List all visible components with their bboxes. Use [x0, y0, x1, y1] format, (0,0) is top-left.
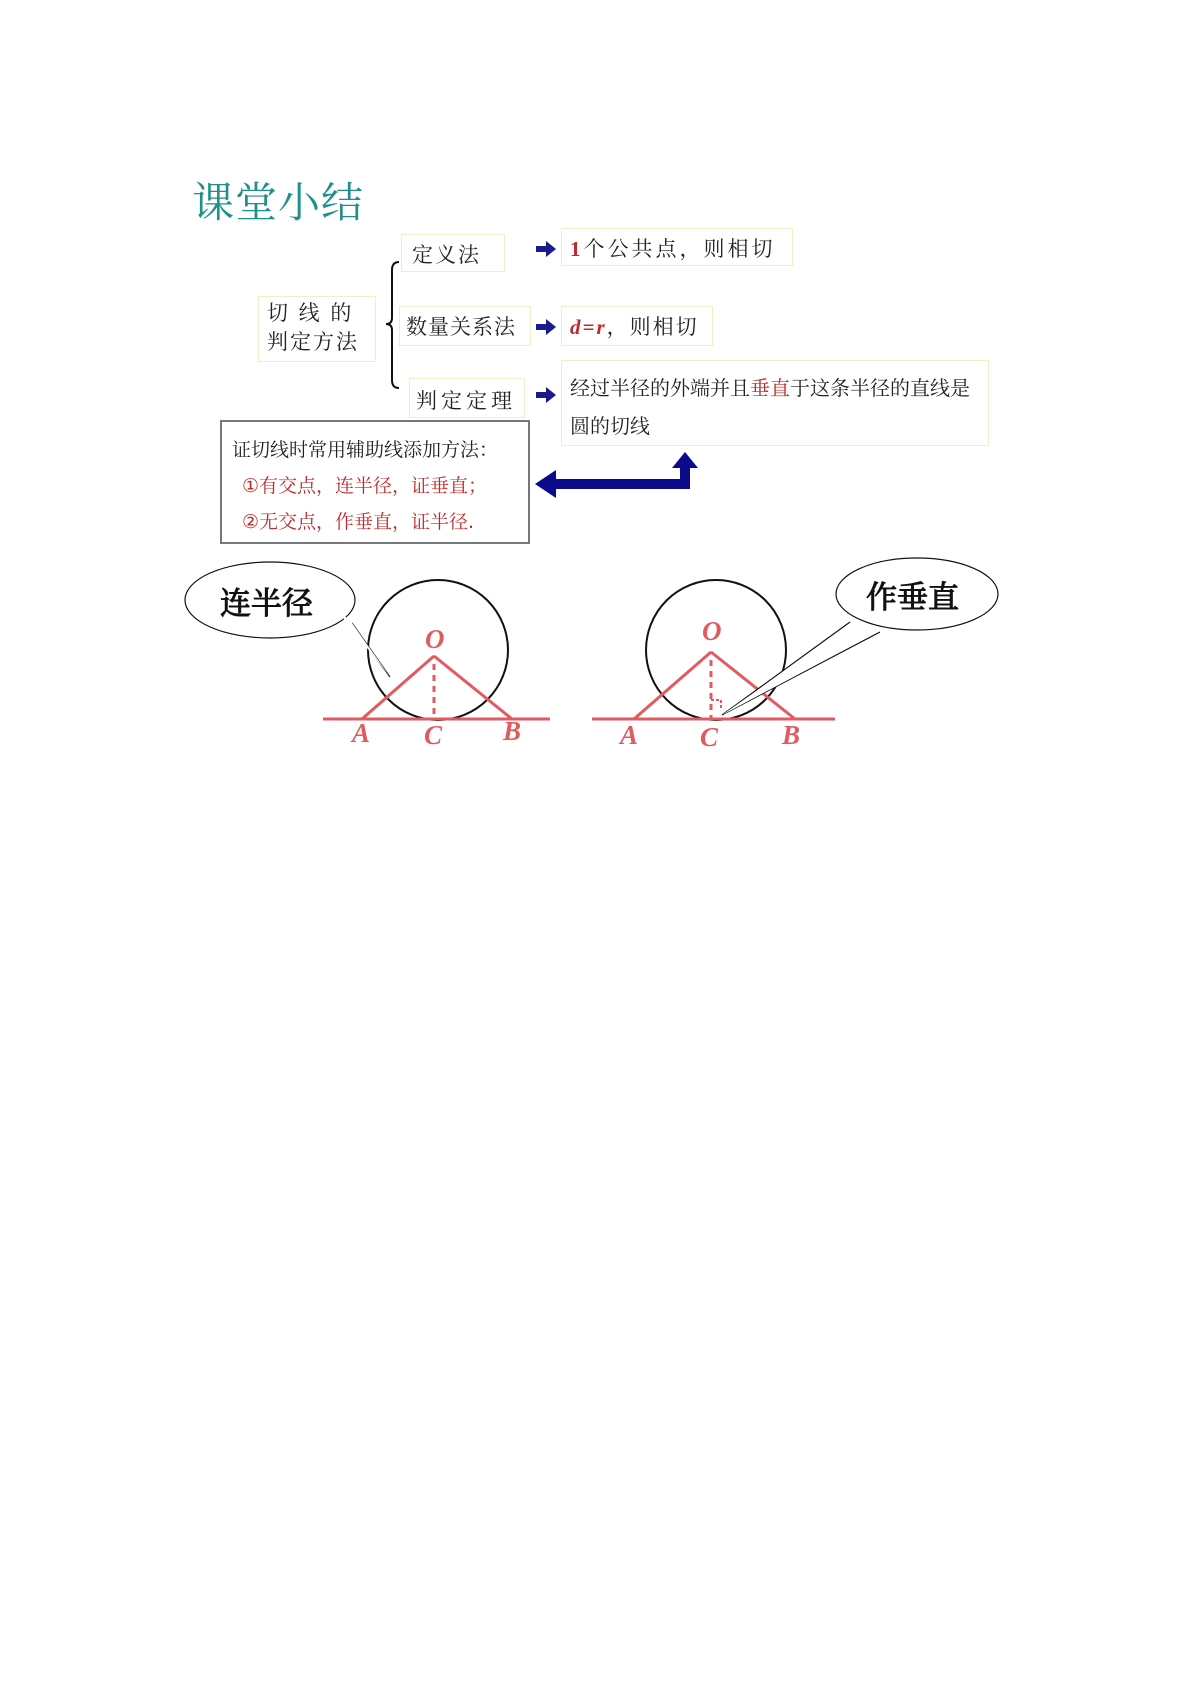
result-theorem	[561, 360, 989, 446]
segment-oa-left	[362, 656, 434, 719]
root-label-line1: 切 线 的	[267, 301, 354, 325]
point-b-right: B	[782, 720, 801, 750]
tips-item-2: ②无交点，作垂直，证半径.	[242, 511, 475, 533]
arrow-icon-3	[536, 387, 556, 403]
root-label-box	[258, 296, 376, 362]
arrow-icon-1	[536, 241, 556, 257]
connector-arrow-icon	[535, 452, 698, 498]
method-theorem: 判定定理	[409, 378, 525, 418]
page-title: 课堂小结	[192, 178, 365, 227]
tips-heading: 证切线时常用辅助线添加方法：	[232, 439, 499, 461]
result-theorem-part2: 于这条半径的直线是圆的切线	[570, 376, 970, 438]
result-definition	[561, 228, 793, 266]
point-c-left: C	[424, 720, 443, 750]
figure-right	[592, 580, 835, 720]
result-definition-text: 个公共点，则相切	[583, 237, 776, 261]
point-a-right: A	[620, 720, 639, 750]
point-a-left: A	[352, 718, 371, 748]
bubble-label-left: 连半径	[220, 586, 313, 622]
tips-item-1: ①有交点，连半径，证垂直；	[242, 475, 488, 497]
bubble-label-right: 作垂直	[866, 580, 959, 616]
method-definition: 定义法	[401, 234, 505, 272]
result-quantity-relation	[561, 306, 713, 346]
result-theorem-highlight: 垂直	[750, 376, 790, 400]
method-quantity-relation: 数量关系法	[399, 306, 531, 346]
segment-oa-right	[634, 652, 711, 719]
brace	[386, 262, 399, 388]
root-label-line2: 判定方法	[267, 330, 359, 354]
result-formula: d=r	[570, 315, 607, 339]
result-definition-number: 1	[570, 237, 584, 261]
point-c-right: C	[700, 722, 719, 752]
auxiliary-line-tips	[220, 420, 530, 544]
point-o-right: O	[702, 616, 722, 646]
result-quantity-text: ，则相切	[606, 315, 699, 339]
point-o-left: O	[425, 624, 445, 654]
point-b-left: B	[503, 716, 522, 746]
result-theorem-part1: 经过半径的外端并且	[570, 376, 750, 400]
arrow-icon-2	[536, 319, 556, 335]
